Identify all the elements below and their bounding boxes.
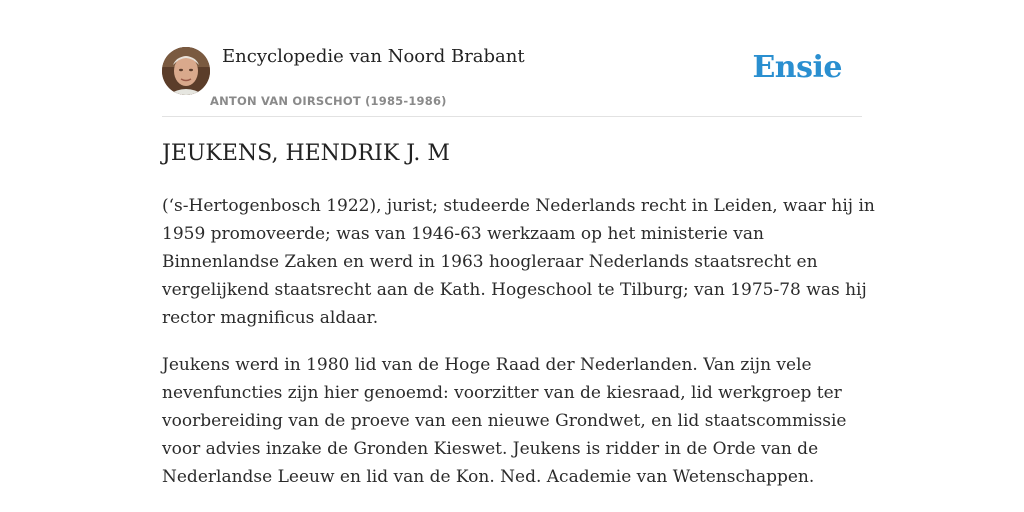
text-line: (‘s-Hertogenbosch 1922), jurist; studeerde Nederlands recht in Leiden, waar hij in: [162, 196, 875, 216]
author-portrait-icon: [162, 47, 210, 95]
ensie-logo[interactable]: Ensie: [752, 50, 842, 85]
text-line: nevenfuncties zijn hier genoemd: voorzitter van de kiesraad, lid werkgroep ter: [162, 383, 842, 403]
text-line: Binnenlandse Zaken en werd in 1963 hoogleraar Nederlands staatsrecht en: [162, 252, 818, 272]
text-line: rector magnificus aldaar.: [162, 308, 379, 328]
text-line: vergelijkend staatsrecht aan de Kath. Hogeschool te Tilburg; van 1975-78 was hij: [162, 280, 867, 300]
entry-body: [162, 192, 882, 510]
paragraph-1: [162, 192, 882, 332]
source-title[interactable]: Encyclopedie van Noord Brabant: [222, 46, 525, 67]
author-avatar[interactable]: [162, 47, 210, 95]
source-header: [162, 0, 862, 117]
text-line: 1959 promoveerde; was van 1946-63 werkzaam op het ministerie van: [162, 224, 764, 244]
author-credit[interactable]: ANTON VAN OIRSCHOT (1985-1986): [210, 94, 447, 108]
entry-title: JEUKENS, HENDRIK J. M: [162, 141, 450, 166]
text-line: Nederlandse Leeuw en lid van de Kon. Ned. Academie van Wetenschappen.: [162, 467, 815, 487]
text-line: Jeukens werd in 1980 lid van de Hoge Raad der Nederlanden. Van zijn vele: [162, 355, 812, 375]
paragraph-2: [162, 351, 882, 491]
text-line: voorbereiding van de proeve van een nieuwe Grondwet, en lid staatscommissie: [162, 411, 847, 431]
text-line: voor advies inzake de Gronden Kieswet. Jeukens is ridder in de Orde van de: [162, 439, 819, 459]
